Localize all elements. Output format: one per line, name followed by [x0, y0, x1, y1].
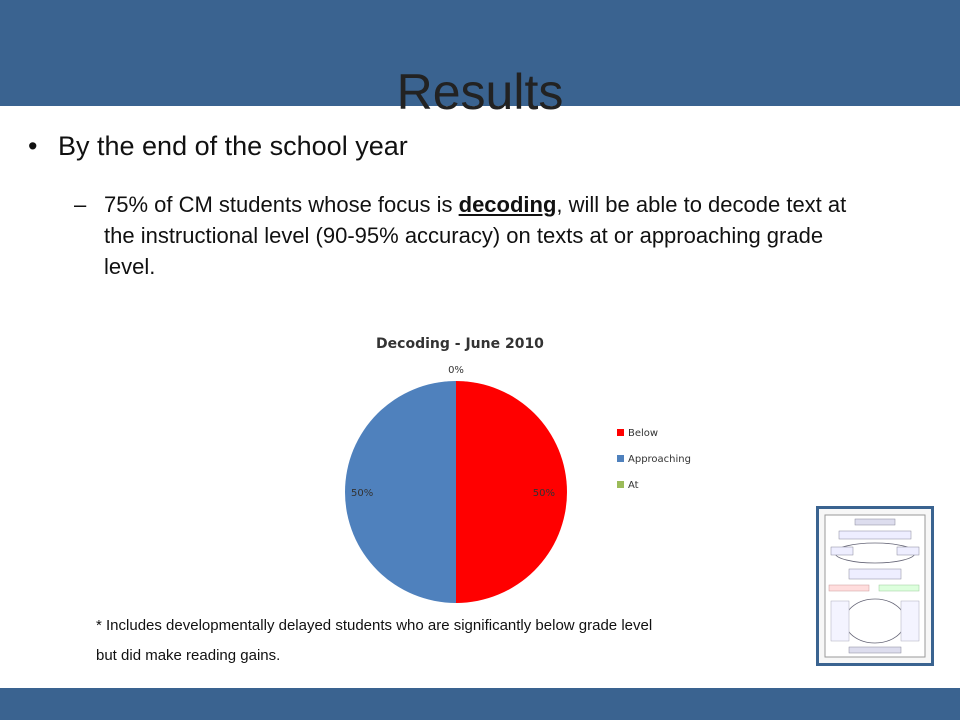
- legend-swatch-below: [617, 429, 624, 436]
- diagram-thumbnail: [816, 506, 934, 666]
- diagram-thumbnail-image: [819, 509, 931, 663]
- bullet-item: [28, 126, 408, 166]
- footer-band: [0, 688, 960, 720]
- sub-bullet-dash: –: [74, 192, 87, 217]
- legend-label-approaching: Approaching: [628, 454, 691, 465]
- legend-label-below: Below: [628, 428, 659, 439]
- bullet-dot-icon: •: [28, 131, 38, 161]
- sub-bullet-text-end: , will be able to decode text at the instructional level (90-95% accuracy) on texts at or approaching grade level.: [104, 192, 847, 279]
- chart-title: Decoding - June 2010: [376, 336, 544, 352]
- slide-title: Results: [396, 64, 564, 120]
- data-label-at: 0%: [448, 365, 464, 376]
- legend-label-at: At: [628, 480, 639, 491]
- footnote-line-1: * Includes developmentally delayed students who are significantly below grade level: [96, 617, 653, 634]
- sub-bullet-text-start: 75% of CM students whose focus is: [104, 192, 459, 217]
- legend-swatch-at: [617, 481, 624, 488]
- sub-bullet-text: [104, 189, 874, 282]
- pie-chart: [300, 322, 720, 612]
- sub-bullet-item: [74, 189, 874, 282]
- data-label-below: 50%: [532, 488, 555, 499]
- data-label-approaching: 50%: [351, 488, 374, 499]
- legend-swatch-approaching: [617, 455, 624, 462]
- bullet-text: By the end of the school year: [58, 131, 408, 161]
- sub-bullet-emphasis: decoding: [458, 192, 557, 217]
- footnote-line-2: but did make reading gains.: [96, 647, 281, 664]
